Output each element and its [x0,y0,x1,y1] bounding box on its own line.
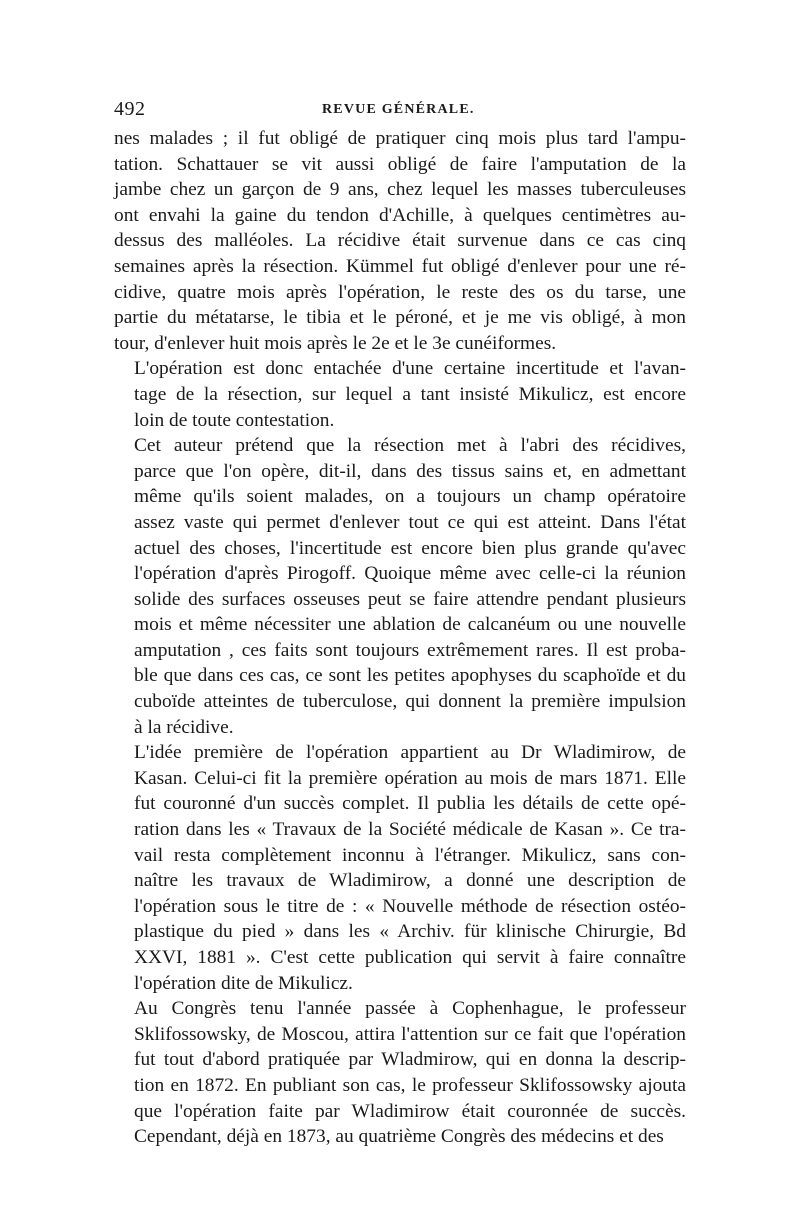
text-line: cidive, quatre mois après l'opération, le reste des os du tarse, une [114,281,686,303]
text-line: XXVI, 1881 ». C'est cette publication qui servit à faire connaître [134,947,686,968]
text-line: fut tout d'abord pratiquée par Wladmirow, qui en donna la descrip- [134,1049,686,1071]
text-line: naître les travaux de Wladimirow, a donné une description de [134,870,686,892]
text-line: Cet auteur prétend que la résection met à l'abri des récidives, [134,435,686,457]
text-line: solide des surfaces osseuses peut se faire attendre pendant plusieurs [134,588,686,610]
page-header [114,98,686,124]
text-line: dessus des malléoles. La récidive était survenue dans ce cas cinq [114,230,686,252]
text-line: tation. Schattauer se vit aussi obligé de faire l'amputation de la [114,153,686,175]
paragraph [114,740,686,996]
text-line: tage de la résection, sur lequel a tant insisté Mikulicz, est encore [134,383,686,405]
text-line: ration dans les « Travaux de la Société médicale de Kasan ». Ce tra- [134,819,686,841]
text-line: jambe chez un garçon de 9 ans, chez lequel les masses tuberculeuses [114,179,686,201]
text-line: que l'opération faite par Wladimirow était couronnée de succès. [134,1100,686,1122]
text-line: cuboïde atteintes de tuberculose, qui donnent la première impulsion [134,691,686,713]
text-line: vail resta complètement inconnu à l'étranger. Mikulicz, sans con- [134,844,686,866]
text-line: à la récidive. [134,716,234,738]
text-line: plastique du pied » dans les « Archiv. für klinische Chirurgie, Bd [134,921,686,943]
text-line: l'opération dite de Mikulicz. [134,972,353,994]
text-line: Kasan. Celui-ci fit la première opération au mois de mars 1871. Elle [134,767,686,789]
paragraph [114,433,686,740]
text-line: loin de toute contestation. [134,409,335,431]
text-line: L'idée première de l'opération appartient au Dr Wladimirow, de [134,742,686,764]
text-line: semaines après la résection. Kümmel fut obligé d'enlever pour une ré- [114,255,686,277]
text-line: Cependant, déjà en 1873, au quatrième Congrès des médecins et des [134,1126,664,1148]
text-line: fut couronné d'un succès complet. Il publia les détails de cette opé- [134,793,686,815]
text-line: parce que l'on opère, dit-il, dans des tissus sains et, en admettant [134,460,686,482]
paragraph [114,126,686,356]
text-line: assez vaste qui permet d'enlever tout ce qui est atteint. Dans l'état [134,511,686,533]
text-line: Au Congrès tenu l'année passée à Cophenhague, le professeur [134,998,686,1020]
text-line: ont envahi la gaine du tendon d'Achille, à quelques centimètres au- [114,204,686,226]
text-line: L'opération est donc entachée d'une certaine incertitude et l'avan- [134,358,686,380]
text-line: l'opération sous le titre de : « Nouvelle méthode de résection ostéo- [134,895,686,917]
text-line: ble que dans ces cas, ce sont les petites apophyses du scaphoïde et du [134,665,686,687]
text-line: amputation , ces faits sont toujours extrêmement rares. Il est proba- [134,639,686,661]
text-line: même qu'ils soient malades, on a toujours un champ opératoire [134,486,686,508]
text-line: tour, d'enlever huit mois après le 2e et le 3e cunéiformes. [114,332,557,354]
page-number: 492 [114,98,146,120]
running-head: REVUE GÉNÉRALE. [322,102,475,117]
text-line: nes malades ; il fut obligé de pratiquer cinq mois plus tard l'ampu- [114,128,686,149]
text-line: l'opération d'après Pirogoff. Quoique même avec celle-ci la réunion [134,563,686,585]
paragraph [114,996,686,1150]
text-line: actuel des choses, l'incertitude est encore bien plus grande qu'avec [134,537,686,559]
paragraph [114,356,686,433]
body-text [114,126,686,1150]
text-line: tion en 1872. En publiant son cas, le professeur Sklifossowsky ajouta [134,1074,686,1096]
text-line: partie du métatarse, le tibia et le péroné, et je me vis obligé, à mon [114,307,686,329]
text-line: mois et même nécessiter une ablation de calcanéum ou une nouvelle [134,614,686,636]
text-line: Sklifossowsky, de Moscou, attira l'attention sur ce fait que l'opération [134,1023,686,1045]
